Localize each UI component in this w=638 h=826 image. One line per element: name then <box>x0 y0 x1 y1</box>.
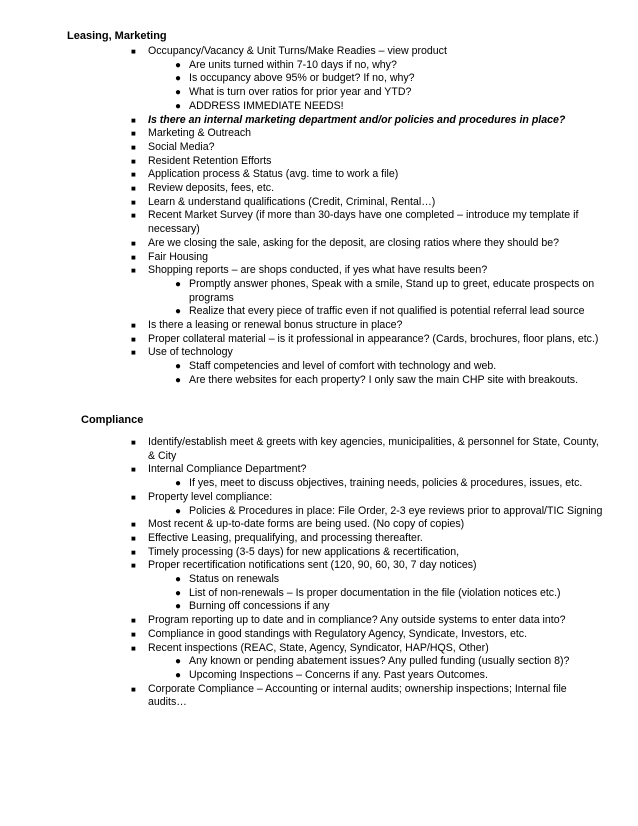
list-item-text: Timely processing (3-5 days) for new applications & recertification, <box>148 545 460 558</box>
list-item <box>175 277 609 305</box>
square-bullet-icon: ■ <box>131 142 136 152</box>
list-item <box>175 72 609 86</box>
list-item-text: Realize that every piece of traffic even if not qualified is potential referral lead source <box>189 305 585 318</box>
list-item <box>131 531 608 546</box>
round-bullet-icon: ● <box>175 574 182 586</box>
list-item <box>131 45 608 59</box>
square-bullet-icon: ■ <box>131 561 136 571</box>
leasing-marketing-list <box>0 45 609 388</box>
square-bullet-icon: ■ <box>131 129 136 139</box>
square-bullet-icon: ■ <box>131 115 136 125</box>
list-item-text: Recent Market Survey (if more than 30-days have one completed – introduce my template if necessary) <box>148 209 579 236</box>
round-bullet-icon: ● <box>175 361 182 373</box>
list-item <box>175 655 609 669</box>
list-item-text: Fair Housing <box>148 250 209 263</box>
section-heading-compliance: Compliance <box>81 414 144 426</box>
list-item <box>175 586 609 601</box>
list-item <box>131 264 608 278</box>
list-item-text: Staff competencies and level of comfort with technology and web. <box>189 360 497 373</box>
list-item-text: Review deposits, fees, etc. <box>148 182 275 195</box>
round-bullet-icon: ● <box>175 87 182 99</box>
list-item-text: Social Media? <box>148 140 215 153</box>
square-bullet-icon: ■ <box>131 238 136 248</box>
list-item-text: Upcoming Inspections – Concerns if any. Past years Outcomes. <box>189 668 488 681</box>
round-bullet-icon: ● <box>175 100 182 112</box>
round-bullet-icon: ● <box>175 505 182 517</box>
list-item <box>131 559 608 573</box>
square-bullet-icon: ■ <box>131 438 136 447</box>
list-item <box>131 436 608 463</box>
round-bullet-icon: ● <box>175 587 182 599</box>
section-heading-leasing-marketing: Leasing, Marketing <box>67 30 167 42</box>
list-item <box>131 490 608 505</box>
square-bullet-icon: ■ <box>131 533 136 543</box>
list-item <box>131 236 608 251</box>
list-item-text: Are units turned within 7-10 days if no, why? <box>189 58 397 71</box>
list-item-text: Burning off concessions if any <box>189 600 330 613</box>
compliance-list <box>0 436 609 710</box>
list-item-text: Property level compliance: <box>148 490 273 503</box>
list-item-text: Corporate Compliance – Accounting or internal audits; ownership inspections; Internal file audits… <box>148 682 567 709</box>
list-item <box>175 373 609 388</box>
square-bullet-icon: ■ <box>131 156 136 166</box>
list-item-text: Use of technology <box>148 346 233 359</box>
list-item <box>131 209 608 236</box>
list-item-text: Is occupancy above 95% or budget? If no, why? <box>189 72 415 85</box>
list-item <box>131 319 608 333</box>
list-item <box>131 545 608 560</box>
list-item <box>175 86 609 100</box>
round-bullet-icon: ● <box>175 656 182 668</box>
list-item-text: Application process & Status (avg. time to work a file) <box>148 168 399 181</box>
list-item <box>175 58 609 73</box>
square-bullet-icon: ■ <box>131 616 136 626</box>
square-bullet-icon: ■ <box>131 348 136 358</box>
list-item-text: Effective Leasing, prequalifying, and processing thereafter. <box>148 531 423 544</box>
list-item <box>131 463 608 477</box>
round-bullet-icon: ● <box>175 374 182 386</box>
square-bullet-icon: ■ <box>131 197 136 207</box>
list-item <box>131 113 608 128</box>
list-item-text: Promptly answer phones, Speak with a smile, Stand up to greet, educate prospects on programs <box>189 277 595 304</box>
round-bullet-icon: ● <box>175 278 182 290</box>
list-item-text: Any known or pending abatement issues? Any pulled funding (usually section 8)? <box>189 655 570 668</box>
list-item-text: What is turn over ratios for prior year and YTD? <box>189 86 412 99</box>
list-item <box>175 668 609 683</box>
list-item-text: Resident Retention Efforts <box>148 154 272 167</box>
list-item <box>131 682 608 710</box>
round-bullet-icon: ● <box>175 669 182 681</box>
square-bullet-icon: ■ <box>131 629 136 639</box>
list-item-text: Proper recertification notifications sent (120, 90, 60, 30, 7 day notices) <box>148 559 477 572</box>
list-item <box>131 346 608 360</box>
list-item-text: Internal Compliance Department? <box>148 463 307 476</box>
list-item <box>131 168 608 182</box>
list-item <box>131 332 608 347</box>
square-bullet-icon: ■ <box>131 520 136 530</box>
square-bullet-icon: ■ <box>131 252 136 262</box>
round-bullet-icon: ● <box>175 59 182 71</box>
list-item-text: Shopping reports – are shops conducted, if yes what have results been? <box>148 264 488 277</box>
list-item <box>175 360 609 374</box>
square-bullet-icon: ■ <box>131 211 136 221</box>
list-item-text: Status on renewals <box>189 573 280 586</box>
list-item-text: Are we closing the sale, asking for the deposit, are closing ratios where they should be? <box>148 236 560 249</box>
list-item <box>175 99 609 114</box>
round-bullet-icon: ● <box>175 601 182 613</box>
square-bullet-icon: ■ <box>131 684 136 694</box>
list-item <box>131 195 608 210</box>
list-item <box>175 573 609 587</box>
round-bullet-icon: ● <box>175 306 182 318</box>
list-item-text: Occupancy/Vacancy & Unit Turns/Make Readies – view product <box>148 45 447 57</box>
list-item-text: Compliance in good standings with Regulatory Agency, Syndicate, Investors, etc. <box>148 627 528 640</box>
list-item <box>175 477 609 491</box>
square-bullet-icon: ■ <box>131 465 136 475</box>
list-item <box>175 600 609 614</box>
list-item-text: Marketing & Outreach <box>148 127 252 140</box>
list-item-text: Proper collateral material – is it professional in appearance? (Cards, brochures, floor plans, etc.) <box>148 332 599 345</box>
list-item <box>131 250 608 265</box>
list-item-text: Are there websites for each property? I only saw the main CHP site with breakouts. <box>189 373 579 386</box>
list-item-text: Learn & understand qualifications (Credit, Criminal, Rental…) <box>148 195 436 208</box>
list-item-text: Policies & Procedures in place: File Order, 2-3 eye reviews prior to approval/TIC Signing <box>189 504 603 517</box>
list-item <box>175 305 609 319</box>
list-item <box>131 627 608 642</box>
square-bullet-icon: ■ <box>131 266 136 276</box>
list-item <box>131 127 608 141</box>
list-item <box>131 154 608 169</box>
square-bullet-icon: ■ <box>131 170 136 180</box>
list-item <box>175 504 609 519</box>
square-bullet-icon: ■ <box>131 47 136 56</box>
round-bullet-icon: ● <box>175 478 182 490</box>
square-bullet-icon: ■ <box>131 334 136 344</box>
square-bullet-icon: ■ <box>131 321 136 331</box>
list-item-text: Recent inspections (REAC, State, Agency, Syndicator, HAP/HQS, Other) <box>148 641 489 654</box>
list-item-text: Is there a leasing or renewal bonus structure in place? <box>148 319 403 332</box>
list-item <box>131 614 608 628</box>
square-bullet-icon: ■ <box>131 492 136 502</box>
list-item-text: Identify/establish meet & greets with key agencies, municipalities, & personnel for State, County, & City <box>148 436 599 462</box>
list-item-text: List of non-renewals – Is proper documentation in the file (violation notices etc.) <box>189 586 561 599</box>
list-item-text: Is there an internal marketing department and/or policies and procedures in place? <box>148 113 566 126</box>
square-bullet-icon: ■ <box>131 184 136 194</box>
round-bullet-icon: ● <box>175 73 182 85</box>
list-item-text: Program reporting up to date and in compliance? Any outside systems to enter data into? <box>148 614 566 627</box>
list-item <box>131 518 608 532</box>
list-item <box>131 140 608 155</box>
list-item <box>131 641 608 656</box>
list-item <box>131 182 608 196</box>
list-item-text: Most recent & up-to-date forms are being used. (No copy of copies) <box>148 518 465 531</box>
list-item-text: ADDRESS IMMEDIATE NEEDS! <box>189 99 344 112</box>
square-bullet-icon: ■ <box>131 643 136 653</box>
list-item-text: If yes, meet to discuss objectives, training needs, policies & procedures, issues, etc. <box>189 477 583 490</box>
square-bullet-icon: ■ <box>131 547 136 557</box>
